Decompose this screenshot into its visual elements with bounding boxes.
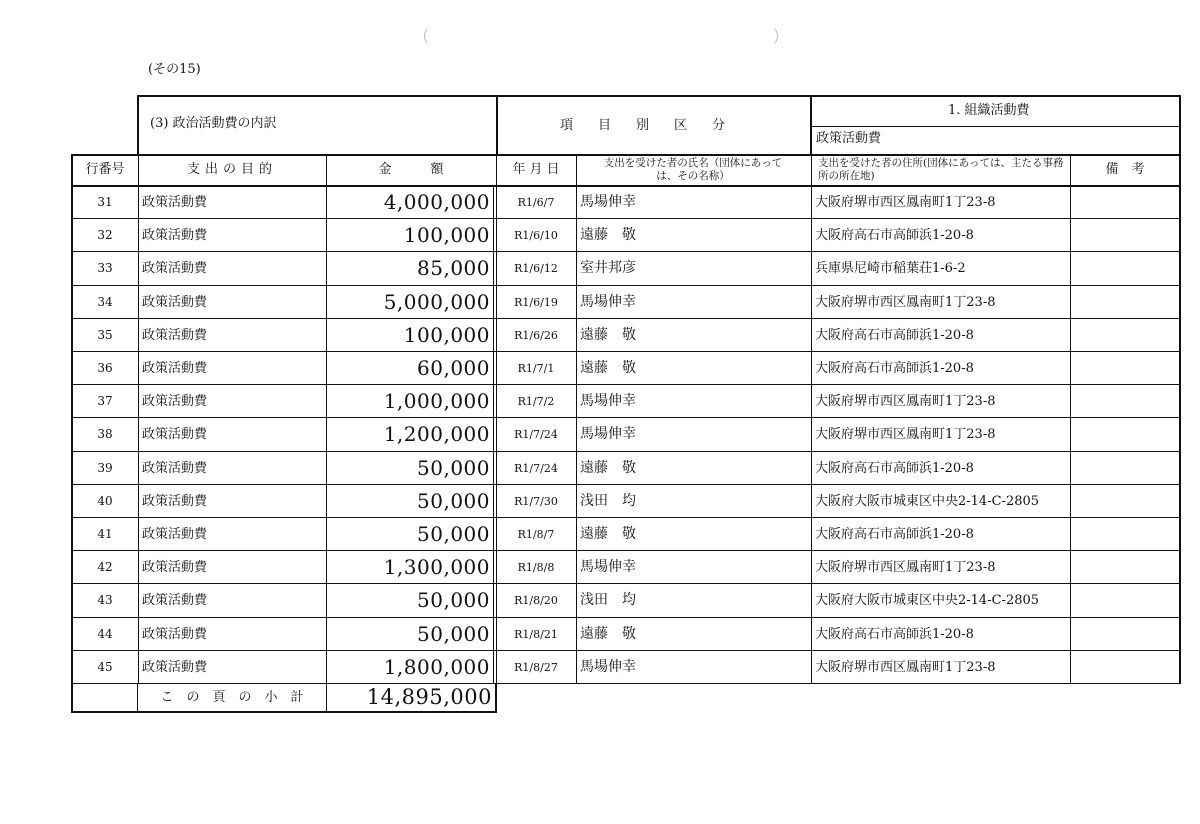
date-cell: R1/8/27 [514, 660, 558, 674]
purpose-cell: 政策活動費 [142, 659, 208, 675]
amount-cell: 1,000,000 [383, 389, 490, 413]
column-divider [576, 154, 577, 684]
column-divider [138, 154, 139, 684]
amount-cell: 50,000 [417, 456, 490, 480]
row-number: 42 [97, 560, 113, 574]
payee-name-cell: 馬場伸幸 [580, 559, 636, 575]
purpose-cell: 政策活動費 [142, 592, 208, 608]
subtotal-bottom-border [72, 711, 497, 713]
col-header-amount: 金 額 [378, 162, 444, 177]
row-number: 43 [97, 593, 113, 607]
amount-cell: 85,000 [417, 256, 490, 280]
payee-name-cell: 遠藤 敬 [580, 327, 636, 343]
amount-cell: 50,000 [417, 522, 490, 546]
remarks-cell [1074, 352, 1178, 384]
amount-cell: 1,200,000 [383, 422, 490, 446]
date-cell: R1/6/7 [517, 195, 555, 209]
payee-name-cell: 遠藤 敬 [580, 526, 636, 542]
row-number: 33 [97, 261, 113, 275]
date-cell: R1/6/26 [514, 328, 558, 342]
subtotal-left-border [71, 683, 73, 713]
amount-cell: 100,000 [403, 223, 490, 247]
purpose-cell: 政策活動費 [142, 294, 208, 310]
payee-name-cell: 室井邦彦 [580, 260, 636, 276]
col-header-remarks: 備 考 [1105, 162, 1145, 177]
purpose-cell: 政策活動費 [142, 526, 208, 542]
amount-cell: 1,800,000 [383, 655, 490, 679]
classification-label: 項 目 別 区 分 [560, 118, 732, 133]
amount-cell: 50,000 [417, 489, 490, 513]
remarks-cell [1074, 618, 1178, 650]
payee-name-cell: 遠藤 敬 [580, 227, 636, 243]
amount-cell: 4,000,000 [383, 190, 490, 214]
date-cell: R1/7/2 [517, 394, 555, 408]
purpose-cell: 政策活動費 [142, 327, 208, 343]
row-number: 36 [97, 361, 113, 375]
table-top-border [138, 95, 1180, 97]
date-cell: R1/7/1 [517, 361, 555, 375]
payee-address-cell: 大阪府高石市高師浜1-20-8 [815, 360, 974, 376]
row-number: 32 [97, 228, 113, 242]
date-cell: R1/8/20 [514, 593, 558, 607]
payee-address-cell: 大阪府高石市高師浜1-20-8 [815, 327, 974, 343]
subtotal-label: こ の 頁 の 小 計 [160, 689, 304, 705]
payee-address-cell: 大阪府堺市西区鳳南町1丁23-8 [815, 426, 996, 442]
row-number: 37 [97, 394, 113, 408]
category-label: 1. 組織活動費 [948, 103, 1030, 118]
purpose-cell: 政策活動費 [142, 260, 208, 276]
payee-name-cell: 遠藤 敬 [580, 460, 636, 476]
payee-address-cell: 大阪府高石市高師浜1-20-8 [815, 460, 974, 476]
subcategory-label: 政策活動費 [816, 131, 882, 146]
amount-cell: 50,000 [417, 588, 490, 612]
remarks-cell [1074, 385, 1178, 417]
purpose-cell: 政策活動費 [142, 360, 208, 376]
payee-address-cell: 大阪府高石市高師浜1-20-8 [815, 227, 974, 243]
col-header-payee-name [576, 154, 810, 185]
payee-address-cell: 兵庫県尼崎市稲葉荘1-6-2 [815, 260, 966, 276]
row-number: 39 [97, 461, 113, 475]
row-number: 40 [97, 494, 113, 508]
row-number: 31 [97, 195, 113, 209]
payee-address-cell: 大阪府堺市西区鳳南町1丁23-8 [815, 559, 996, 575]
payee-address-cell: 大阪府高石市高師浜1-20-8 [815, 626, 974, 642]
col-header-payee-address [812, 154, 1070, 185]
payee-name-cell: 遠藤 敬 [580, 360, 636, 376]
payee-name-cell: 遠藤 敬 [580, 626, 636, 642]
payee-name-cell: 馬場伸幸 [580, 659, 636, 675]
column-divider [1179, 154, 1181, 684]
date-cell: R1/7/24 [514, 461, 558, 475]
scan-mark-right [760, 26, 778, 46]
amount-cell: 100,000 [403, 323, 490, 347]
payee-name-cell: 浅田 均 [580, 592, 636, 608]
header-left-border [137, 95, 139, 154]
scan-mark-left [424, 26, 442, 46]
payee-address-cell: 大阪府堺市西区鳳南町1丁23-8 [815, 294, 996, 310]
header-divider-2 [810, 95, 812, 154]
date-cell: R1/7/24 [514, 427, 558, 441]
payee-address-cell: 大阪府堺市西区鳳南町1丁23-8 [815, 393, 996, 409]
amount-cell: 50,000 [417, 622, 490, 646]
remarks-cell [1074, 418, 1178, 450]
remarks-cell [1074, 651, 1178, 683]
column-divider [811, 154, 812, 684]
purpose-cell: 政策活動費 [142, 393, 208, 409]
payee-name-cell: 馬場伸幸 [580, 393, 636, 409]
column-divider [1070, 154, 1071, 684]
col-header-purpose: 支出の目的 [186, 162, 277, 177]
subtotal-right-border [495, 683, 497, 713]
remarks-cell [1074, 584, 1178, 616]
date-cell: R1/8/7 [517, 527, 555, 541]
date-cell: R1/8/8 [517, 560, 555, 574]
purpose-cell: 政策活動費 [142, 426, 208, 442]
date-cell: R1/8/21 [514, 627, 558, 641]
col-header-date: 年 月 日 [512, 162, 560, 177]
amount-cell: 5,000,000 [383, 290, 490, 314]
purpose-cell: 政策活動費 [142, 559, 208, 575]
remarks-cell [1074, 319, 1178, 351]
page-number: (その15) [148, 62, 201, 77]
payee-address-cell: 大阪府大阪市城東区中央2-14-C-2805 [815, 493, 1040, 509]
purpose-cell: 政策活動費 [142, 493, 208, 509]
remarks-cell [1074, 219, 1178, 251]
payee-address-cell: 大阪府堺市西区鳳南町1丁23-8 [815, 659, 996, 675]
date-cell: R1/6/19 [514, 295, 558, 309]
header-divider-1 [496, 95, 498, 154]
payee-address-cell: 大阪府堺市西区鳳南町1丁23-8 [815, 194, 996, 210]
payee-name-cell: 馬場伸幸 [580, 426, 636, 442]
header-right-border [1179, 95, 1181, 154]
section-title: (3) 政治活動費の内訳 [150, 116, 277, 131]
row-number: 35 [97, 328, 113, 342]
category-divider [811, 126, 1180, 127]
amount-cell: 1,300,000 [383, 555, 490, 579]
amount-inner-line [493, 185, 494, 683]
payee-name-cell: 馬場伸幸 [580, 294, 636, 310]
payee-name-cell: 浅田 均 [580, 493, 636, 509]
remarks-cell [1074, 286, 1178, 318]
amount-cell: 60,000 [417, 356, 490, 380]
payee-address-header-text: 支出を受けた者の住所(団体にあっては、主たる事務所の所在地) [818, 157, 1064, 182]
purpose-cell: 政策活動費 [142, 194, 208, 210]
payee-address-cell: 大阪府高石市高師浜1-20-8 [815, 526, 974, 542]
payee-name-header-text: 支出を受けた者の氏名（団体にあっては、その名称） [603, 157, 783, 182]
date-cell: R1/6/10 [514, 228, 558, 242]
row-number: 44 [97, 627, 113, 641]
remarks-cell [1074, 452, 1178, 484]
remarks-cell [1074, 252, 1178, 284]
purpose-cell: 政策活動費 [142, 227, 208, 243]
subtotal-amount: 14,895,000 [366, 684, 492, 709]
row-number: 45 [97, 660, 113, 674]
row-number: 34 [97, 295, 113, 309]
col-header-row-no: 行番号 [85, 162, 125, 177]
purpose-cell: 政策活動費 [142, 460, 208, 476]
payee-address-cell: 大阪府大阪市城東区中央2-14-C-2805 [815, 592, 1040, 608]
row-number: 41 [97, 527, 113, 541]
payee-name-cell: 馬場伸幸 [580, 194, 636, 210]
remarks-cell [1074, 518, 1178, 550]
row-number: 38 [97, 427, 113, 441]
remarks-cell [1074, 485, 1178, 517]
remarks-cell [1074, 186, 1178, 218]
remarks-cell [1074, 551, 1178, 583]
purpose-cell: 政策活動費 [142, 626, 208, 642]
date-cell: R1/7/30 [514, 494, 558, 508]
date-cell: R1/6/12 [514, 261, 558, 275]
